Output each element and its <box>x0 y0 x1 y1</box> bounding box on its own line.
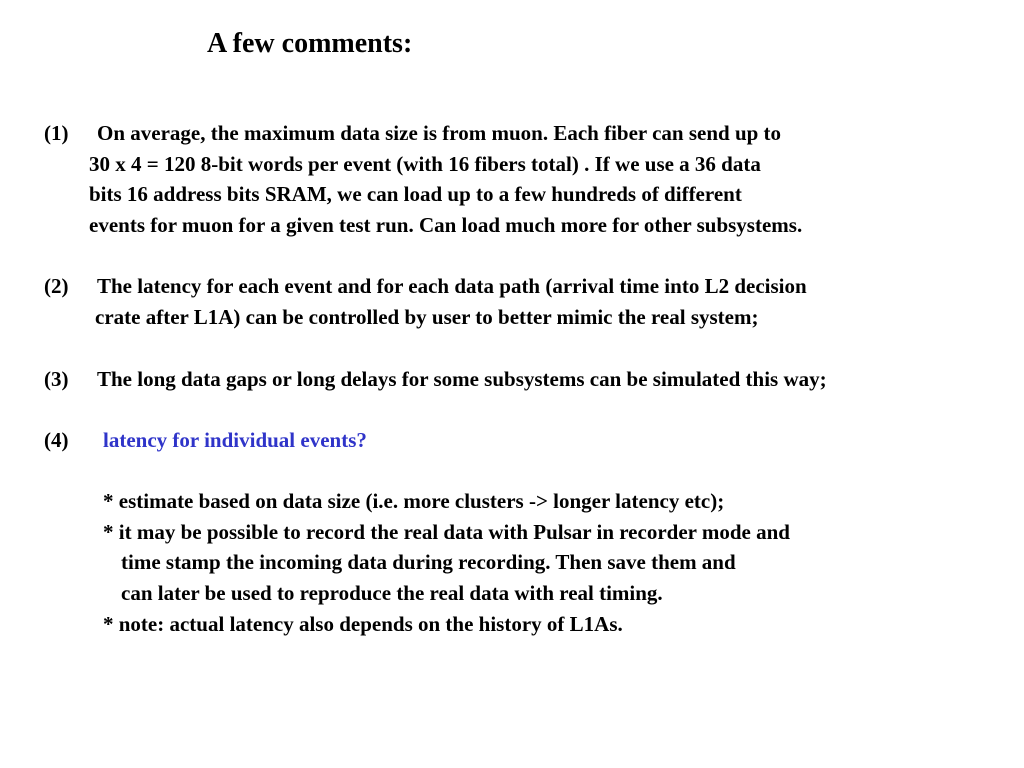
item-4-number: (4) <box>44 428 69 452</box>
item-2-line-1: The latency for each event and for each data path (arrival time into L2 decision <box>97 274 807 298</box>
item-4-bullet-3: * note: actual latency also depends on the history of L1As. <box>103 612 623 636</box>
slide-title: A few comments: <box>207 28 413 59</box>
item-1-line-1: On average, the maximum data size is from muon. Each fiber can send up to <box>97 121 782 145</box>
item-2-line-2: crate after L1A) can be controlled by user to better mimic the real system; <box>95 305 759 329</box>
item-4-bullet-2-cont-2: can later be used to reproduce the real data with real timing. <box>121 581 663 605</box>
item-1-line-4: events for muon for a given test run. Can load much more for other subsystems. <box>89 213 803 237</box>
item-1-line-3: bits 16 address bits SRAM, we can load up to a few hundreds of different <box>89 182 742 206</box>
item-4-heading: latency for individual events? <box>103 428 367 452</box>
item-3-number: (3) <box>44 367 69 391</box>
item-4-bullet-2: * it may be possible to record the real data with Pulsar in recorder mode and <box>103 520 790 544</box>
item-1-number: (1) <box>44 121 69 145</box>
item-2-number: (2) <box>44 274 69 298</box>
item-4-bullet-2-cont-1: time stamp the incoming data during recording. Then save them and <box>121 550 736 574</box>
item-1-line-2: 30 x 4 = 120 8-bit words per event (with 16 fibers total) . If we use a 36 data <box>89 152 761 176</box>
item-3-line-1: The long data gaps or long delays for some subsystems can be simulated this way; <box>97 367 827 391</box>
item-4-bullet-1: * estimate based on data size (i.e. more clusters -> longer latency etc); <box>103 489 725 513</box>
